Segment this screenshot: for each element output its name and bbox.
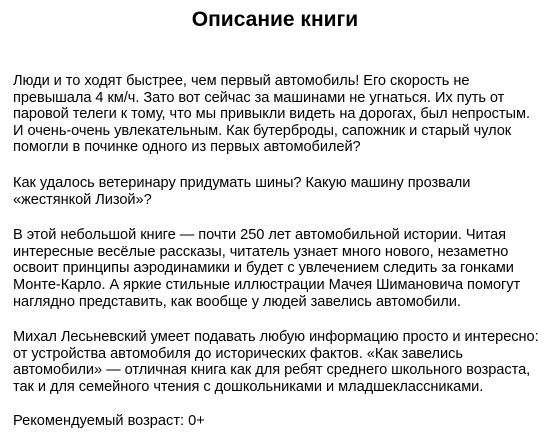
recommended-age: Рекомендуемый возраст: 0+: [13, 413, 205, 429]
description-paragraph-1: Люди и то ходят быстрее, чем первый автомобиль! Его скорость не превышала 4 км/ч. Зато вот сейчас за машинами не угнаться. Их путь от паровой телеги к тому, что мы привыкли видеть на дорогах, был непростым. И очень-очень увлекательным. Как бутерброды, сапожник и старый чулок помогли в починке одного из первых автомобилей?: [13, 73, 530, 156]
description-paragraph-4: Михал Лесьневский умеет подавать любую информацию просто и интересно: от устройства автомобиля до исторических фактов. «Как завелись автомобили» — отличная книга как для ребят среднего школьного возраста, так и для семейного чтения с дошкольниками и младшеклассниками.: [13, 329, 539, 395]
page-title: Описание книги: [191, 8, 359, 31]
book-description: [13, 73, 543, 415]
description-paragraph-2: Как удалось ветеринару придумать шины? Какую машину прозвали «жестянкой Лизой»?: [13, 174, 471, 208]
description-paragraph-3: В этой небольшой книге — почти 250 лет автомобильной истории. Читая интересные весёлые рассказы, читатель узнает много нового, незаметно освоит принципы аэродинамики и будет с увлечением следить за гонками Монте-Карло. А яркие стильные иллюстрации Мачея Шимановича помогут наглядно представить, как вообще у людей завелись автомобили.: [13, 227, 521, 310]
